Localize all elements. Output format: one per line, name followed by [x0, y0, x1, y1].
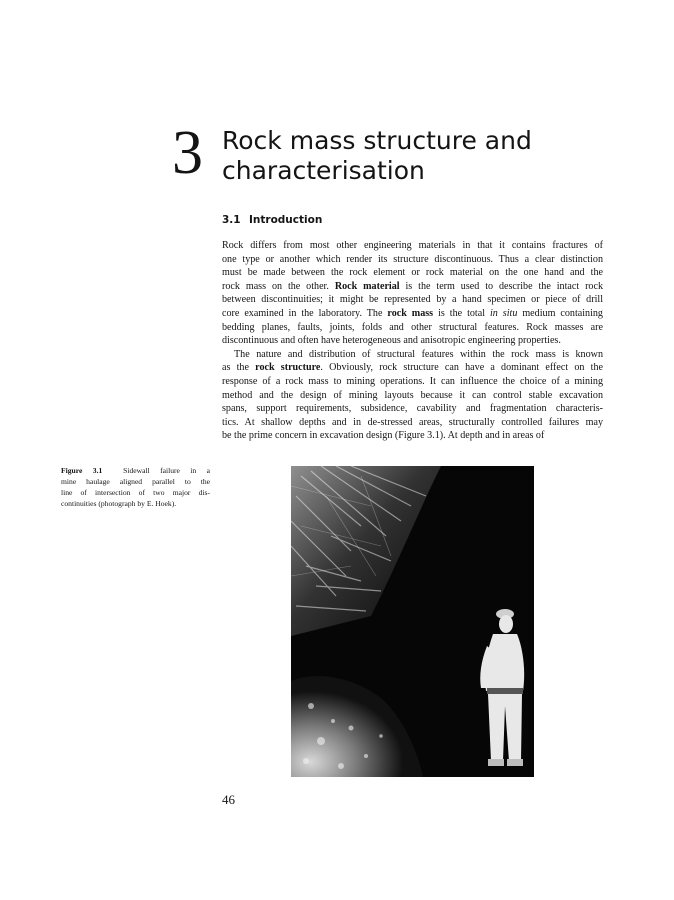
- text-line: [222, 266, 603, 280]
- text-run: tics. At shallow depths and in de-stressed areas, structurally controlled failures may: [222, 416, 603, 428]
- text-run: response of a rock mass to mining operations. It can influence the choice of a mining: [222, 375, 603, 387]
- bold-term: Rock material: [334, 280, 400, 292]
- chapter-number: 3: [172, 119, 203, 187]
- text-run: is the total: [433, 307, 490, 319]
- text-line: [222, 307, 603, 321]
- chapter-title-line: Rock mass structure and: [222, 126, 532, 155]
- text-run: . Obviously, rock structure can have a dominant effect on the: [320, 362, 603, 374]
- text-run: be the prime concern in excavation design (Figure 3.1). At depth and in areas of: [222, 430, 545, 442]
- text-run: medium containing: [517, 307, 603, 319]
- text-line: [222, 389, 603, 403]
- mine-haulage-photo: [291, 466, 534, 777]
- text-run: is the term used to describe the intact rock: [399, 280, 604, 292]
- text-run: as the: [222, 362, 256, 374]
- text-line: [222, 280, 603, 294]
- text-run: between discontinuities; it might be represented by a hand specimen or piece of drill: [222, 294, 603, 306]
- section-title: Introduction: [249, 214, 323, 226]
- text-line: [222, 348, 603, 362]
- caption-text: Sidewall failure in a: [123, 466, 211, 475]
- paragraph-2: [222, 348, 603, 443]
- text-run: Rock differs from most other engineering materials in that it contains fractures of: [222, 240, 603, 251]
- text-line: [222, 293, 603, 307]
- chapter-title-line: characterisation: [222, 156, 425, 185]
- text-line: [222, 416, 603, 430]
- text-line: [222, 429, 603, 443]
- text-line: [222, 334, 603, 348]
- text-run: core examined in the laboratory. The: [222, 307, 388, 319]
- figure-label: Figure 3.1: [61, 466, 103, 475]
- figure-caption: [61, 465, 210, 509]
- body-text: [222, 239, 603, 443]
- text-run: discontinuous and often have heterogeneous and anisotropic engineering properties.: [222, 335, 561, 347]
- text-line: [222, 239, 603, 253]
- bold-term: rock structure: [255, 362, 321, 374]
- text-line: [222, 321, 603, 335]
- section-number: 3.1: [222, 214, 241, 226]
- text-line: [222, 375, 603, 389]
- caption-line: mine haulage aligned parallel to the: [61, 477, 210, 486]
- caption-line: [61, 465, 210, 476]
- text-run: one type or another which render its structure discontinuous. Thus a clear distinction: [222, 253, 603, 265]
- text-line: [222, 402, 603, 416]
- italic-term: in situ: [489, 307, 518, 319]
- text-line: [222, 361, 603, 375]
- page-number: 46: [222, 792, 235, 807]
- text-run: The nature and distribution of structural features within the rock mass is known: [234, 348, 603, 360]
- section-heading: [222, 214, 322, 226]
- paragraph-1: [222, 239, 603, 348]
- figure-photograph: [291, 466, 534, 777]
- text-run: method and the design of mining layouts because it can control stable excavation: [222, 389, 603, 401]
- chapter-title: [222, 126, 642, 186]
- text-run: bedding planes, faults, joints, folds and other structural features. Rock masses are: [222, 321, 603, 333]
- text-run: must be made between the rock element or rock material on the one hand and the: [222, 267, 603, 279]
- caption-line: line of intersection of two major dis-: [61, 488, 210, 497]
- text-line: [222, 253, 603, 267]
- caption-line: continuities (photograph by E. Hoek).: [61, 499, 177, 508]
- bold-term: rock mass: [387, 307, 434, 319]
- text-run: spans, support requirements, subsidence, cavability and fragmentation characteris-: [222, 403, 603, 415]
- text-run: rock mass on the other.: [222, 280, 335, 292]
